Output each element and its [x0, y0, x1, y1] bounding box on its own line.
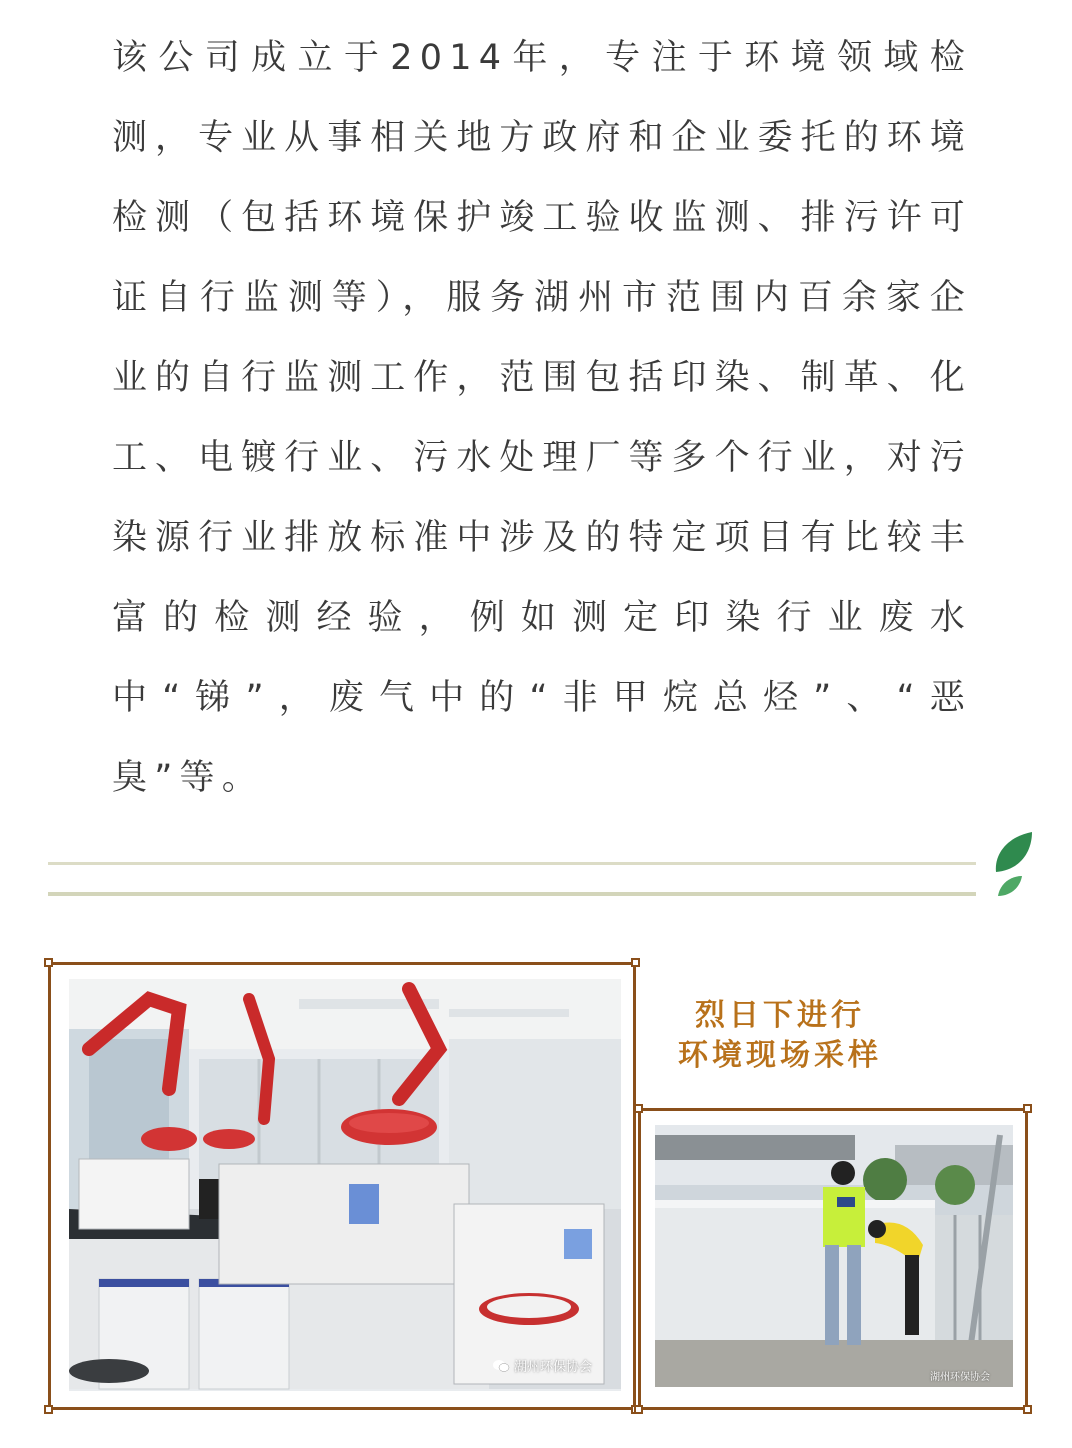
lab-photo-frame — [48, 962, 636, 1410]
caption-line-2: 环境现场采样 — [678, 1038, 882, 1073]
leaf-icon — [988, 830, 1038, 902]
article-paragraph: 该公司成立于2014年，专注于环境领域检测，专业从事相关地方政府和企业委托的环境检测（包括环境保护竣工验收监测、排污许可证自行监测等），服务湖州市范围内百余家企业的自行监测工作，范围包括印染、制革、化工、电镀行业、污水处理厂等多个行业，对污染源行业排放标准中涉及的特定项目有比较丰富的检测经验，例如测定印染行业废水中“锑”，废气中的“非甲烷总烃”、“恶臭”等。 — [112, 38, 972, 798]
wechat-icon — [492, 1359, 510, 1373]
lab-photo — [69, 979, 621, 1391]
watermark-text: 湖州环保协会 — [514, 1360, 593, 1375]
section-divider — [48, 858, 978, 900]
lab-photo-watermark — [492, 1356, 592, 1375]
divider-line-top — [48, 862, 976, 865]
photo-caption — [660, 996, 900, 1076]
caption-line-1: 烈日下进行 — [695, 998, 865, 1033]
site-photo-watermark: 湖州环保协会 — [930, 1372, 990, 1383]
site-photo-frame — [638, 1108, 1028, 1410]
divider-line-bottom — [48, 892, 976, 896]
site-photo — [655, 1125, 1013, 1387]
